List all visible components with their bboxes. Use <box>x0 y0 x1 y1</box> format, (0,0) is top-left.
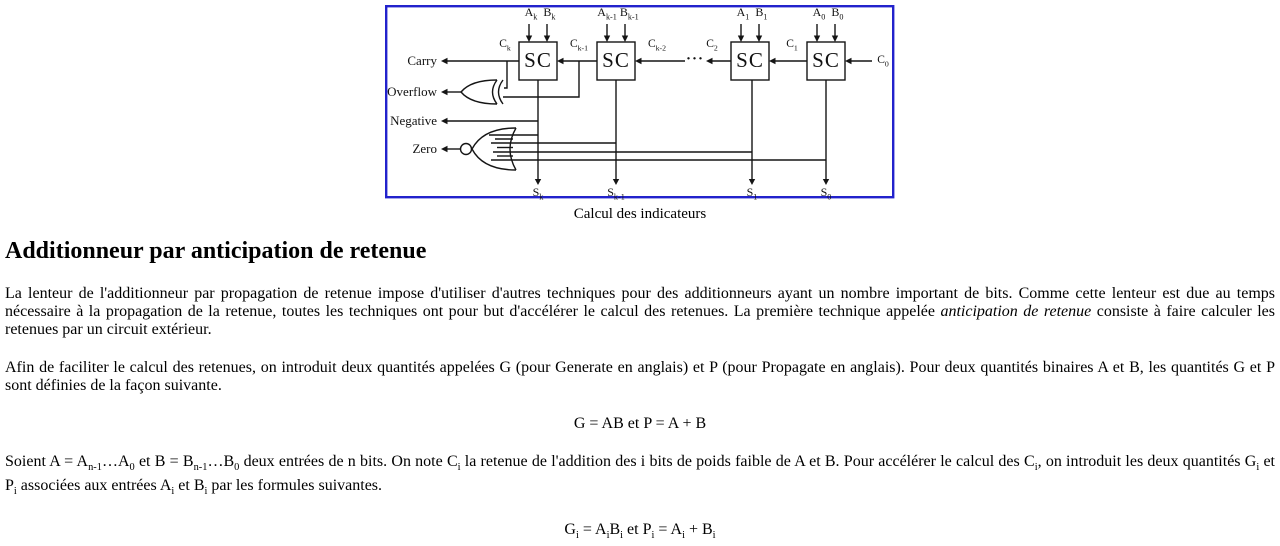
input-label-ak-bk: $A_k$ $B_k$ <box>524 5 556 22</box>
cell-ellipsis: ··· <box>685 51 704 67</box>
sc-cell-label-1: SC <box>736 48 764 72</box>
indicator-circuit-svg <box>385 5 895 199</box>
flag-label-carry: Carry <box>407 53 437 68</box>
carry-label-c0: $C_0$ <box>877 54 889 69</box>
sum-label-s0: $S_0$ <box>820 185 832 202</box>
input-label-a0-b0: $A_0$ $B_0$ <box>812 5 844 22</box>
sum-label-sk1: $S_{k-1}$ <box>607 185 625 202</box>
formula-g-p: G = AB et P = A + B <box>573 415 707 432</box>
carry-label-ck: $C_k$ <box>499 38 511 53</box>
paragraph-intro: La lenteur de l'additionneur par propagation de retenue impose d'utiliser d'autres techniques pour des additionneurs ayant un nombre important de bits. Comme cette lenteur est due au temps nécessaire à la propagation de la retenue, toutes les techniques ont pour but d'accélérer le calcul des retenues. La première technique appelée anticipation de retenue consiste à faire calculer les retenues par un circuit extérieur. <box>5 285 1276 338</box>
indicator-diagram-figure <box>385 5 895 223</box>
indicator-diagram <box>385 5 895 202</box>
sum-label-sk: $S_k$ <box>532 185 544 202</box>
section-heading: Additionneur par anticipation de retenue <box>5 238 427 264</box>
paragraph-gi-pi: Soient $A = A_{n-1}\dots A_0$ et $B = B_{n-1}\dots B_0$ deux entrées de n bits. On note $C_i$ la retenue de l'addition des i bits de poids faible de A et B. Pour accélérer le calcul des $C_i$, on introduit les deux quantités $G_i$ et $P_i$ associées aux entrées $A_i$ et $B_i$ par les formules suivantes. <box>5 453 1276 498</box>
input-label-a1-b1: $A_1$ $B_1$ <box>736 5 768 22</box>
sc-cell-label-k: SC <box>524 48 552 72</box>
sum-label-s1: $S_1$ <box>746 185 758 202</box>
input-label-ak1-bk1: $A_{k-1}$ $B_{k-1}$ <box>597 5 639 22</box>
carry-label-ck1: $C_{k-1}$ <box>569 38 589 53</box>
sc-cell-label-0: SC <box>812 48 840 72</box>
formula-gi-pi: $G_i = A_iB_i$ et $P_i = A_i + B_i$ <box>564 521 716 542</box>
diagram-caption: Calcul des indicateurs <box>573 206 707 222</box>
carry-label-ck2: $C_{k-2}$ <box>647 38 667 53</box>
flag-label-zero: Zero <box>412 141 437 156</box>
page <box>0 5 1280 546</box>
sc-cell-label-k1: SC <box>602 48 630 72</box>
flag-label-overflow: Overflow <box>387 84 437 99</box>
flag-label-negative: Negative <box>390 113 437 128</box>
carry-label-c2: $C_2$ <box>706 38 718 53</box>
paragraph-gp: Afin de faciliter le calcul des retenues, on introduit deux quantités appelées G (pour Generate en anglais) et P (pour Propagate en anglais). Pour deux quantités binaires A et B, les quantités G et P sont définies de la façon suivante. <box>5 359 1275 394</box>
carry-label-c1: $C_1$ <box>786 38 798 53</box>
